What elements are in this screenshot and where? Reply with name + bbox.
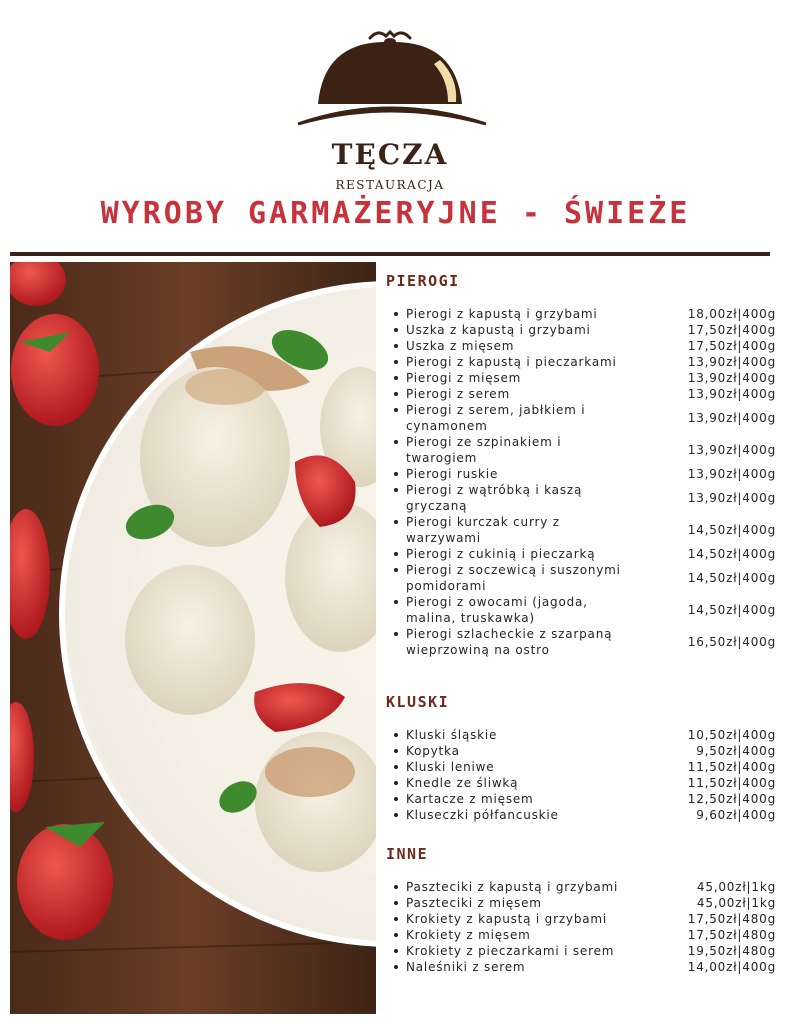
- menu-item-price: 12,50zł|400g: [687, 792, 776, 806]
- menu-item: [386, 514, 776, 546]
- menu-item-name: Paszteciki z kapustą i grzybami: [406, 880, 619, 894]
- menu-item-name: Knedle ze śliwką: [406, 776, 519, 790]
- menu-item-price: 11,50zł|400g: [687, 760, 776, 774]
- menu-item-name: Pierogi szlacheckie z szarpaną wieprzowiną na ostro: [406, 627, 613, 657]
- menu-item: [386, 386, 776, 402]
- divider: [10, 252, 770, 256]
- dumplings-plate-image: [10, 262, 376, 1014]
- menu-item: [386, 743, 776, 759]
- section-pierogi: [386, 272, 776, 658]
- menu-item-price: 17,50zł|400g: [687, 339, 776, 353]
- menu-item: [386, 911, 776, 927]
- menu-item: [386, 594, 776, 626]
- menu-item: [386, 626, 776, 658]
- menu-item-price: 13,90zł|400g: [687, 491, 776, 505]
- menu-item: [386, 879, 776, 895]
- menu-item-name: Kluski śląskie: [406, 728, 498, 742]
- menu-item-name: Krokiety z mięsem: [406, 928, 531, 942]
- menu-item: [386, 482, 776, 514]
- menu-item: [386, 943, 776, 959]
- menu-item-price: 14,50zł|400g: [687, 571, 776, 585]
- menu-item-name: Kluski leniwe: [406, 760, 495, 774]
- menu-item-price: 13,90zł|400g: [687, 467, 776, 481]
- menu-item-price: 16,50zł|400g: [687, 635, 776, 649]
- menu-item-price: 13,90zł|400g: [687, 371, 776, 385]
- menu-item: [386, 306, 776, 322]
- menu-item-name: Pierogi z owocami (jagoda, malina, truskawka): [406, 595, 588, 625]
- menu-item: [386, 895, 776, 911]
- menu-item-name: Naleśniki z serem: [406, 960, 526, 974]
- section-title: PIEROGI: [386, 272, 460, 290]
- menu-item: [386, 959, 776, 975]
- menu-list: [386, 879, 776, 975]
- menu-item-name: Kluseczki półfancuskie: [406, 808, 559, 822]
- restaurant-logo: [290, 26, 490, 192]
- menu-item-name: Krokiety z pieczarkami i serem: [406, 944, 615, 958]
- menu-item-price: 17,50zł|480g: [687, 928, 776, 942]
- menu-item: [386, 402, 776, 434]
- menu-item-name: Pierogi kurczak curry z warzywami: [406, 515, 560, 545]
- menu-item-price: 19,50zł|480g: [687, 944, 776, 958]
- menu-item-price: 45,00zł|1kg: [696, 896, 776, 910]
- menu-item-price: 14,50zł|400g: [687, 523, 776, 537]
- menu-item-price: 14,50zł|400g: [687, 547, 776, 561]
- menu-item-name: Kopytka: [406, 744, 460, 758]
- menu-item-name: Pierogi z wątróbką i kaszą gryczaną: [406, 483, 583, 513]
- logo-name: TĘCZA: [331, 138, 449, 171]
- food-photo: [10, 262, 376, 1014]
- menu-item: [386, 791, 776, 807]
- menu-item-price: 9,60zł|400g: [696, 808, 776, 822]
- menu-item-name: Paszteciki z mięsem: [406, 896, 542, 910]
- menu-item: [386, 807, 776, 823]
- menu-item-price: 9,50zł|400g: [696, 744, 776, 758]
- menu-item: [386, 466, 776, 482]
- logo-subtitle: RESTAURACJA: [335, 178, 445, 192]
- menu-item-price: 14,50zł|400g: [687, 603, 776, 617]
- menu-item: [386, 370, 776, 386]
- menu-item: [386, 927, 776, 943]
- menu-item-name: Krokiety z kapustą i grzybami: [406, 912, 608, 926]
- menu-item-name: Pierogi z serem: [406, 387, 510, 401]
- menu-item-name: Pierogi ruskie: [406, 467, 499, 481]
- menu-item: [386, 775, 776, 791]
- menu-item: [386, 562, 776, 594]
- menu-item-price: 10,50zł|400g: [687, 728, 776, 742]
- menu-item-name: Pierogi z cukinią i pieczarką: [406, 547, 596, 561]
- menu-item-name: Pierogi ze szpinakiem i twarogiem: [406, 435, 562, 465]
- menu-item: [386, 434, 776, 466]
- menu-item: [386, 546, 776, 562]
- menu-item-name: Pierogi z serem, jabłkiem i cynamonem: [406, 403, 586, 433]
- page-title: WYROBY GARMAŻERYJNE - ŚWIEŻE: [100, 196, 691, 231]
- menu-item: [386, 322, 776, 338]
- menu-item-name: Pierogi z kapustą i pieczarkami: [406, 355, 617, 369]
- menu-item-price: 13,90zł|400g: [687, 411, 776, 425]
- section-inne: [386, 845, 776, 975]
- menu-item-name: Uszka z kapustą i grzybami: [406, 323, 591, 337]
- section-title: KLUSKI: [386, 693, 450, 711]
- menu-item-price: 13,90zł|400g: [687, 443, 776, 457]
- menu-item-name: Pierogi z soczewicą i suszonymi pomidorami: [406, 563, 621, 593]
- menu-item: [386, 354, 776, 370]
- menu-item-name: Pierogi z kapustą i grzybami: [406, 307, 598, 321]
- section-kluski: [386, 693, 776, 823]
- section-title: INNE: [386, 845, 429, 863]
- menu-item-price: 11,50zł|400g: [687, 776, 776, 790]
- cloche-icon: [290, 26, 490, 136]
- menu-item-name: Uszka z mięsem: [406, 339, 515, 353]
- menu-item-price: 17,50zł|480g: [687, 912, 776, 926]
- menu-item-price: 13,90zł|400g: [687, 387, 776, 401]
- menu-item: [386, 338, 776, 354]
- menu-item-price: 13,90zł|400g: [687, 355, 776, 369]
- menu-item-name: Kartacze z mięsem: [406, 792, 534, 806]
- menu-item-price: 45,00zł|1kg: [696, 880, 776, 894]
- menu-item-name: Pierogi z mięsem: [406, 371, 522, 385]
- menu-item-price: 18,00zł|400g: [687, 307, 776, 321]
- menu-list: [386, 727, 776, 823]
- menu-item-price: 14,00zł|400g: [687, 960, 776, 974]
- menu-item-price: 17,50zł|400g: [687, 323, 776, 337]
- menu-list: [386, 306, 776, 658]
- menu-item: [386, 727, 776, 743]
- menu-item: [386, 759, 776, 775]
